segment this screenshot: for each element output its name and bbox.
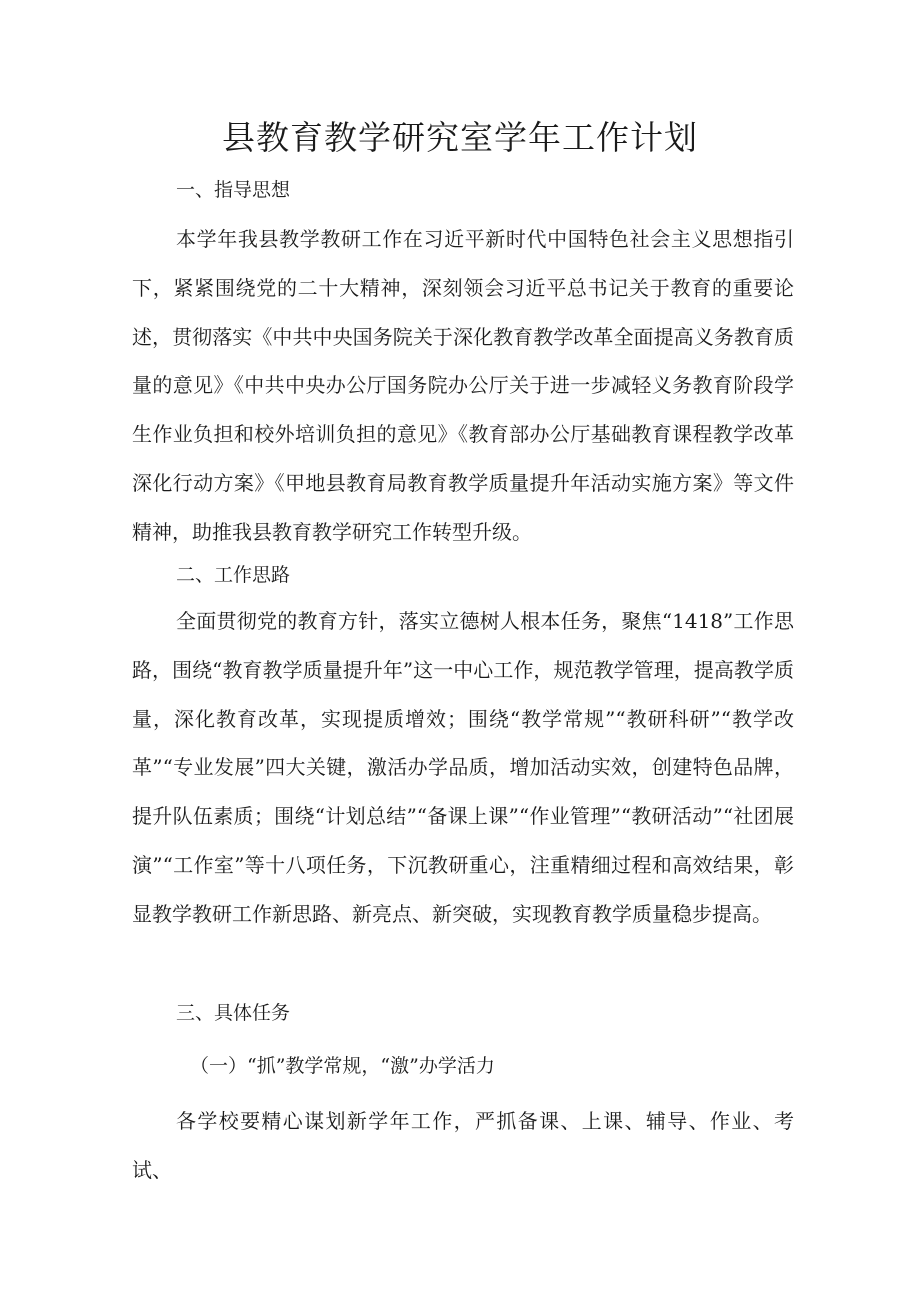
document-title: 县教育教学研究室学年工作计划	[222, 118, 698, 157]
section-heading-specific-tasks: 三、具体任务	[176, 1002, 291, 1024]
section-paragraph-work-approach: 全面贯彻党的教育方针，落实立德树人根本任务，聚焦“1418”工作思路，围绕“教育教学质量提升年”这一中心工作，规范教学管理，提高教学质量，深化教育改革，实现提质增效；围绕“教学常规”“教研科研”“教学改革”“专业发展”四大关键，激活办学品质，增加活动实效，创建特色品牌，提升队伍素质；围绕“计划总结”“备课上课”“作业管理”“教研活动”“社团展演”“工作室”等十八项任务，下沉教研重心，注重精细过程和高效结果，彰显教学教研工作新思路、新亮点、新突破，实现教育教学质量稳步提高。	[132, 609, 794, 926]
section-paragraph-specific-tasks: 各学校要精心谋划新学年工作，严抓备课、上课、辅导、作业、考试、	[132, 1109, 794, 1182]
subsection-heading-teaching-routine: （一）“抓”教学常规，“激”办学活力	[190, 1055, 495, 1077]
section-heading-guiding-ideology: 一、指导思想	[176, 179, 291, 201]
section-heading-work-approach: 二、工作思路	[176, 564, 291, 586]
section-paragraph-guiding-ideology: 本学年我县教学教研工作在习近平新时代中国特色社会主义思想指引下，紧紧围绕党的二十大精神，深刻领会习近平总书记关于教育的重要论述，贯彻落实《中共中央国务院关于深化教育教学改革全面提高义务教育质量的意见》《中共中央办公厅国务院办公厅关于进一步减轻义务教育阶段学生作业负担和校外培训负担的意见》《教育部办公厅基础教育课程教学改革深化行动方案》《甲地县教育局教育教学质量提升年活动实施方案》等文件精神，助推我县教育教学研究工作转型升级。	[132, 227, 794, 544]
